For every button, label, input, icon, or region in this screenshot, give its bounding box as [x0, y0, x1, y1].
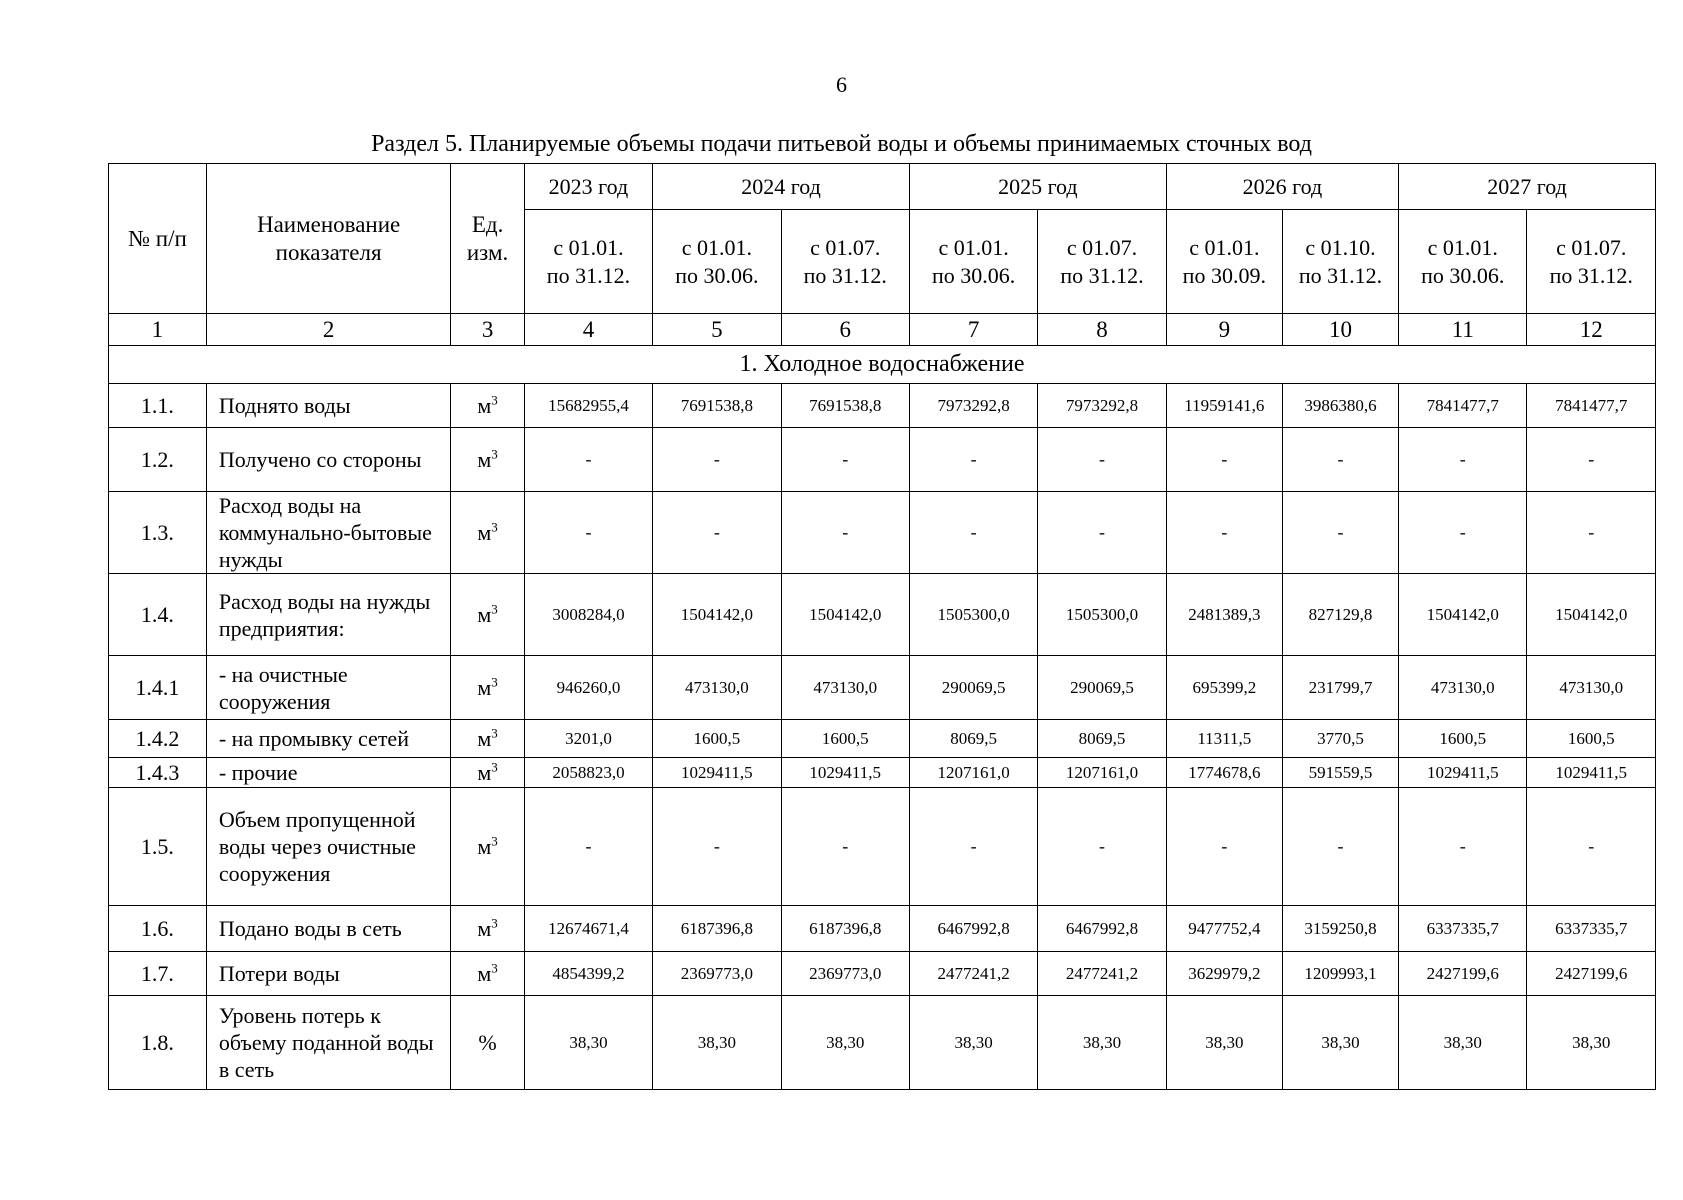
value-cell: -	[1399, 492, 1527, 574]
header-year: 2024 год	[653, 164, 910, 210]
value-cell: 15682955,4	[524, 384, 652, 428]
value-cell: 3159250,8	[1282, 906, 1398, 952]
value-cell: 12674671,4	[524, 906, 652, 952]
row-number: 1.3.	[109, 492, 207, 574]
value-cell: -	[1282, 492, 1398, 574]
row-number: 1.2.	[109, 428, 207, 492]
value-cell: 231799,7	[1282, 656, 1398, 720]
value-cell: -	[1166, 428, 1282, 492]
unit-base: м	[477, 726, 492, 751]
value-cell: 1774678,6	[1166, 758, 1282, 788]
value-cell: 38,30	[1038, 996, 1166, 1090]
unit-base: м	[477, 916, 492, 941]
value-cell: 473130,0	[1527, 656, 1656, 720]
period-to: по 30.09.	[1182, 262, 1266, 288]
value-cell: 38,30	[653, 996, 781, 1090]
section-heading: 1. Холодное водоснабжение	[109, 346, 1656, 384]
value-cell: 1504142,0	[781, 574, 909, 656]
row-number: 1.6.	[109, 906, 207, 952]
value-cell: 38,30	[909, 996, 1037, 1090]
value-cell: 1029411,5	[781, 758, 909, 788]
value-cell: -	[524, 788, 652, 906]
table-row	[109, 492, 1656, 574]
row-unit	[451, 428, 524, 492]
table-row	[109, 952, 1656, 996]
row-unit	[451, 758, 524, 788]
row-unit	[451, 574, 524, 656]
table-row	[109, 574, 1656, 656]
unit-exponent: 3	[491, 674, 498, 690]
period-from: с 01.10.	[1305, 234, 1376, 260]
unit-exponent: 3	[491, 915, 498, 931]
period-to: по 30.06.	[1421, 262, 1505, 288]
unit-base: м	[477, 520, 492, 545]
data-rows	[109, 384, 1656, 1090]
header-num: № п/п	[109, 164, 207, 314]
row-name: Расход воды на нужды предприятия:	[206, 574, 451, 656]
value-cell: 473130,0	[781, 656, 909, 720]
value-cell: 2481389,3	[1166, 574, 1282, 656]
value-cell: 6187396,8	[653, 906, 781, 952]
value-cell: 6467992,8	[1038, 906, 1166, 952]
table-row	[109, 656, 1656, 720]
header-name: Наименование показателя	[206, 164, 451, 314]
value-cell: -	[1399, 788, 1527, 906]
section-title: Раздел 5. Планируемые объемы подачи питьевой воды и объемы принимаемых сточных вод	[371, 131, 1312, 157]
value-cell: 3629979,2	[1166, 952, 1282, 996]
unit-exponent: 3	[491, 446, 498, 462]
value-cell: 3986380,6	[1282, 384, 1398, 428]
unit-exponent: 3	[491, 725, 498, 741]
value-cell: 8069,5	[909, 720, 1037, 758]
row-name: - на очистные сооружения	[206, 656, 451, 720]
value-cell: 1600,5	[781, 720, 909, 758]
header-period	[1527, 210, 1656, 314]
period-from: с 01.01.	[681, 234, 752, 260]
value-cell: 290069,5	[1038, 656, 1166, 720]
header-period	[781, 210, 909, 314]
unit-base: м	[477, 447, 492, 472]
unit-base: м	[477, 961, 492, 986]
value-cell: 1504142,0	[1399, 574, 1527, 656]
value-cell: -	[1038, 428, 1166, 492]
row-unit	[451, 720, 524, 758]
value-cell: -	[524, 492, 652, 574]
value-cell: 8069,5	[1038, 720, 1166, 758]
value-cell: 1209993,1	[1282, 952, 1398, 996]
value-cell: 38,30	[1282, 996, 1398, 1090]
table-row	[109, 906, 1656, 952]
header-year: 2023 год	[524, 164, 652, 210]
row-name: Поднято воды	[206, 384, 451, 428]
value-cell: 1207161,0	[1038, 758, 1166, 788]
value-cell: 1504142,0	[1527, 574, 1656, 656]
value-cell: -	[653, 788, 781, 906]
value-cell: 3770,5	[1282, 720, 1398, 758]
value-cell: -	[781, 428, 909, 492]
value-cell: 1029411,5	[653, 758, 781, 788]
row-unit	[451, 952, 524, 996]
row-name: Расход воды на коммунально-бытовые нужды	[206, 492, 451, 574]
value-cell: 1600,5	[1527, 720, 1656, 758]
period-from: с 01.07.	[1556, 234, 1627, 260]
table-row	[109, 788, 1656, 906]
value-cell: 6467992,8	[909, 906, 1037, 952]
row-name: - прочие	[206, 758, 451, 788]
value-cell: -	[1166, 492, 1282, 574]
value-cell: -	[1038, 788, 1166, 906]
row-number: 1.5.	[109, 788, 207, 906]
row-name: Получено со стороны	[206, 428, 451, 492]
period-to: по 31.12.	[1060, 262, 1144, 288]
row-unit	[451, 906, 524, 952]
value-cell: 6187396,8	[781, 906, 909, 952]
row-number: 1.8.	[109, 996, 207, 1090]
value-cell: 290069,5	[909, 656, 1037, 720]
column-number: 8	[1038, 314, 1166, 346]
table-row	[109, 384, 1656, 428]
value-cell: 946260,0	[524, 656, 652, 720]
unit-base: м	[477, 602, 492, 627]
value-cell: -	[524, 428, 652, 492]
value-cell: -	[781, 492, 909, 574]
value-cell: 11959141,6	[1166, 384, 1282, 428]
unit-base: м	[477, 393, 492, 418]
header-year: 2025 год	[909, 164, 1166, 210]
header-year: 2026 год	[1166, 164, 1398, 210]
unit-base: %	[478, 1030, 497, 1055]
value-cell: -	[909, 788, 1037, 906]
value-cell: 2477241,2	[1038, 952, 1166, 996]
row-number: 1.4.2	[109, 720, 207, 758]
value-cell: 1207161,0	[909, 758, 1037, 788]
value-cell: 1504142,0	[653, 574, 781, 656]
value-cell: 1505300,0	[1038, 574, 1166, 656]
value-cell: 2427199,6	[1527, 952, 1656, 996]
header-period	[524, 210, 652, 314]
column-number-row	[109, 314, 1656, 346]
value-cell: 2369773,0	[781, 952, 909, 996]
period-from: с 01.01.	[1427, 234, 1498, 260]
value-cell: 695399,2	[1166, 656, 1282, 720]
value-cell: 38,30	[1399, 996, 1527, 1090]
value-cell: 473130,0	[1399, 656, 1527, 720]
unit-base: м	[477, 834, 492, 859]
value-cell: 6337335,7	[1527, 906, 1656, 952]
value-cell: 7841477,7	[1527, 384, 1656, 428]
value-cell: 591559,5	[1282, 758, 1398, 788]
row-name: Подано воды в сеть	[206, 906, 451, 952]
header-period	[653, 210, 781, 314]
header-period	[1282, 210, 1398, 314]
value-cell: 38,30	[524, 996, 652, 1090]
unit-exponent: 3	[491, 392, 498, 408]
value-cell: 3201,0	[524, 720, 652, 758]
value-cell: -	[909, 428, 1037, 492]
value-cell: -	[1038, 492, 1166, 574]
value-cell: 7691538,8	[781, 384, 909, 428]
value-cell: 11311,5	[1166, 720, 1282, 758]
row-name: Уровень потерь к объему поданной воды в сеть	[206, 996, 451, 1090]
value-cell: -	[1527, 788, 1656, 906]
column-number: 7	[909, 314, 1037, 346]
value-cell: 1029411,5	[1527, 758, 1656, 788]
table-row	[109, 996, 1656, 1090]
row-name: - на промывку сетей	[206, 720, 451, 758]
period-to: по 31.12.	[803, 262, 887, 288]
value-cell: 827129,8	[1282, 574, 1398, 656]
volumes-table	[108, 163, 1656, 1090]
period-to: по 30.06.	[931, 262, 1016, 288]
value-cell: 1600,5	[653, 720, 781, 758]
column-number: 6	[781, 314, 909, 346]
table-body	[109, 314, 1656, 384]
value-cell: 2058823,0	[524, 758, 652, 788]
row-number: 1.1.	[109, 384, 207, 428]
value-cell: -	[1527, 492, 1656, 574]
value-cell: 2477241,2	[909, 952, 1037, 996]
column-number: 5	[653, 314, 781, 346]
value-cell: -	[1527, 428, 1656, 492]
value-cell: 38,30	[781, 996, 909, 1090]
value-cell: -	[781, 788, 909, 906]
row-unit	[451, 384, 524, 428]
value-cell: 9477752,4	[1166, 906, 1282, 952]
unit-base: м	[477, 760, 492, 785]
row-number: 1.4.1	[109, 656, 207, 720]
period-to: по 31.12.	[1549, 262, 1633, 288]
table-row	[109, 720, 1656, 758]
period-to: по 31.12.	[1298, 262, 1383, 288]
period-to: по 30.06.	[675, 262, 759, 288]
period-from: с 01.01.	[1189, 234, 1260, 260]
value-cell: 7973292,8	[909, 384, 1037, 428]
section-row	[109, 346, 1656, 384]
unit-base: м	[477, 675, 492, 700]
row-number: 1.4.	[109, 574, 207, 656]
period-from: с 01.01.	[553, 234, 624, 260]
value-cell: 38,30	[1166, 996, 1282, 1090]
page-number: 6	[836, 72, 847, 97]
value-cell: 2369773,0	[653, 952, 781, 996]
row-unit	[451, 788, 524, 906]
value-cell: 3008284,0	[524, 574, 652, 656]
value-cell: 7841477,7	[1399, 384, 1527, 428]
value-cell: -	[1399, 428, 1527, 492]
value-cell: 2427199,6	[1399, 952, 1527, 996]
period-to: по 31.12.	[546, 262, 631, 288]
value-cell: -	[1282, 788, 1398, 906]
unit-exponent: 3	[491, 759, 498, 775]
header-period	[909, 210, 1037, 314]
column-number: 11	[1399, 314, 1527, 346]
row-unit	[451, 996, 524, 1090]
row-unit	[451, 656, 524, 720]
table-row	[109, 428, 1656, 492]
unit-exponent: 3	[491, 601, 498, 617]
value-cell: -	[653, 492, 781, 574]
row-number: 1.7.	[109, 952, 207, 996]
column-number: 9	[1166, 314, 1282, 346]
period-from: с 01.07.	[1066, 234, 1138, 260]
value-cell: 1600,5	[1399, 720, 1527, 758]
unit-exponent: 3	[491, 960, 498, 976]
period-from: с 01.07.	[810, 234, 881, 260]
column-number: 3	[451, 314, 524, 346]
column-number: 4	[524, 314, 652, 346]
value-cell: 6337335,7	[1399, 906, 1527, 952]
header-period	[1166, 210, 1282, 314]
value-cell: 7691538,8	[653, 384, 781, 428]
row-name: Объем пропущенной воды через очистные сооружения	[206, 788, 451, 906]
value-cell: 1029411,5	[1399, 758, 1527, 788]
value-cell: 1505300,0	[909, 574, 1037, 656]
period-from: с 01.01.	[938, 234, 1009, 260]
value-cell: -	[1166, 788, 1282, 906]
header-year: 2027 год	[1399, 164, 1656, 210]
value-cell: 38,30	[1527, 996, 1656, 1090]
row-number: 1.4.3	[109, 758, 207, 788]
value-cell: 7973292,8	[1038, 384, 1166, 428]
unit-exponent: 3	[491, 833, 498, 849]
column-number: 10	[1282, 314, 1398, 346]
value-cell: -	[653, 428, 781, 492]
value-cell: 4854399,2	[524, 952, 652, 996]
header-period	[1038, 210, 1166, 314]
header-period	[1399, 210, 1527, 314]
value-cell: -	[1282, 428, 1398, 492]
value-cell: -	[909, 492, 1037, 574]
value-cell: 473130,0	[653, 656, 781, 720]
table-row	[109, 758, 1656, 788]
header-unit: Ед. изм.	[451, 164, 524, 314]
row-unit	[451, 492, 524, 574]
column-number: 2	[206, 314, 451, 346]
row-name: Потери воды	[206, 952, 451, 996]
column-number: 1	[109, 314, 207, 346]
column-number: 12	[1527, 314, 1656, 346]
unit-exponent: 3	[491, 519, 498, 535]
